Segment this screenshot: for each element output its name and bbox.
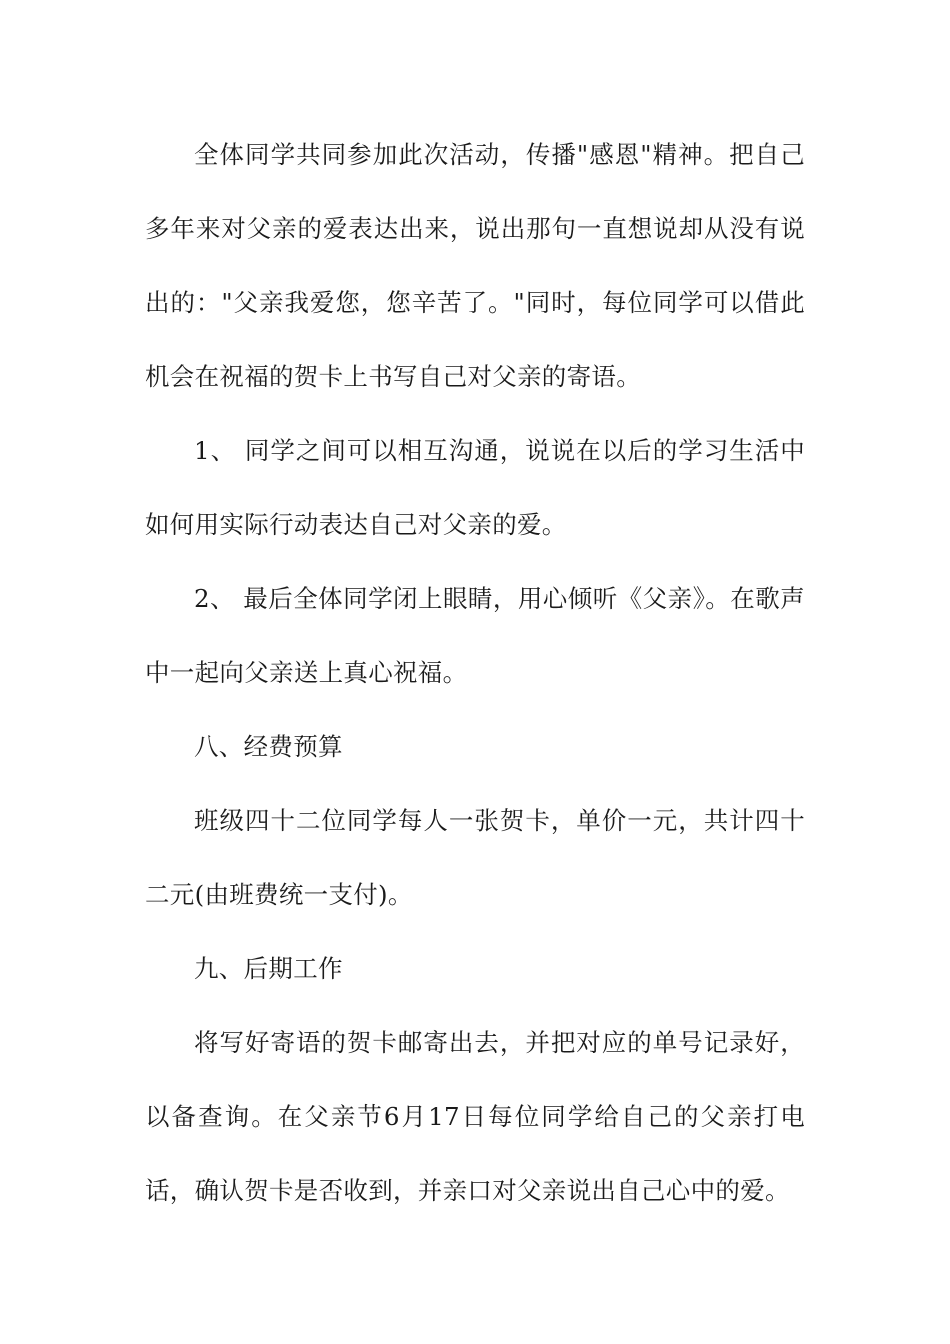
paragraph-step-2: 2、 最后全体同学闭上眼睛，用心倾听《父亲》。在歌声中一起向父亲送上真心祝福。	[145, 584, 805, 687]
paragraph-budget: 班级四十二位同学每人一张贺卡，单价一元，共计四十二元(由班费统一支付)。	[145, 806, 805, 909]
section-heading-followup: 九、后期工作	[194, 954, 343, 983]
paragraph-step-1: 1、 同学之间可以相互沟通，说说在以后的学习生活中如何用实际行动表达自己对父亲的爱。	[145, 436, 805, 539]
paragraph-followup: 将写好寄语的贺卡邮寄出去，并把对应的单号记录好，以备查询。在父亲节6月17日每位同学给自己的父亲打电话，确认贺卡是否收到，并亲口对父亲说出自己心中的爱。	[145, 1028, 805, 1205]
document-body	[145, 118, 805, 1228]
section-heading-budget: 八、经费预算	[194, 732, 343, 761]
paragraph-activity: 全体同学共同参加此次活动，传播"感恩"精神。把自己多年来对父亲的爱表达出来，说出那句一直想说却从没有说出的："父亲我爱您，您辛苦了。"同时，每位同学可以借此机会在祝福的贺卡上书写自己对父亲的寄语。	[145, 140, 805, 391]
